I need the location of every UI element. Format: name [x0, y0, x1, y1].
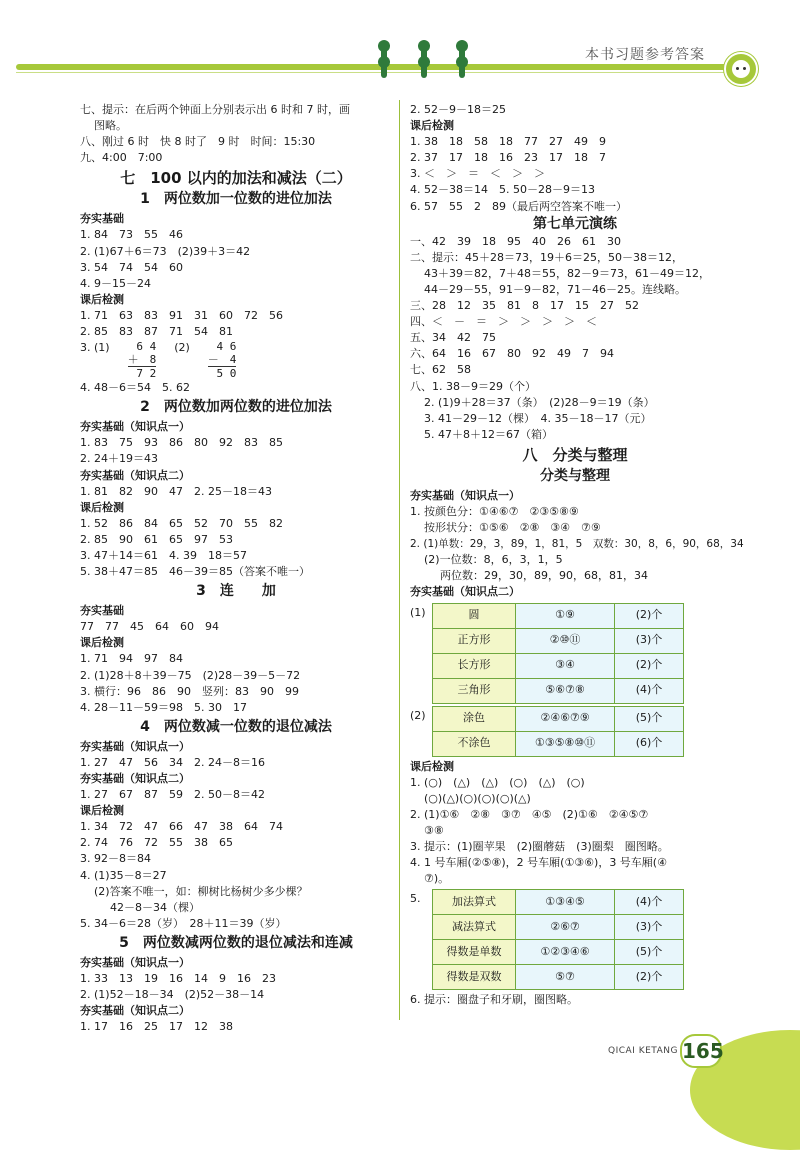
answer-line: (2)一位数：8，6，3，1，5 [424, 553, 563, 567]
category-cell: 涂色 [433, 706, 516, 731]
shape-count-table [432, 603, 684, 704]
calc-operand: ＋ 8 [127, 353, 157, 367]
table-row [433, 603, 684, 628]
answer-line: 1. 33 13 19 16 14 9 16 23 [80, 972, 276, 986]
section-title: 分类与整理 [540, 467, 610, 484]
header-title: 本书习题参考答案 [585, 47, 705, 63]
count-cell: (2)个 [615, 965, 684, 990]
sub-label: 课后检测 [80, 804, 124, 818]
classification-table-3 [410, 889, 740, 990]
answer-line: ③⑧ [424, 823, 444, 837]
answer-line: 1. 按颜色分：①④⑥⑦ ②③⑤⑧⑨ [410, 504, 579, 518]
items-cell: ②⑥⑦ [516, 915, 615, 940]
answer-line: 3. 横行：96 86 90 竖列：83 90 99 [80, 684, 299, 698]
answer-line: 1. 81 82 90 47 2. 25－18＝43 [80, 484, 272, 498]
vertical-calc [128, 340, 157, 380]
answer-line: 4. (1)35－8＝27 [80, 868, 167, 882]
answer-line: 四、＜ － ＝ ＞ ＞ ＞ ＞ ＜ [410, 315, 597, 329]
left-column [80, 102, 392, 1035]
section-title: 1 两位数加一位数的进位加法 [140, 191, 332, 208]
count-cell: (4)个 [615, 678, 684, 703]
category-cell: 三角形 [433, 678, 516, 703]
sub-label: 夯实基础（知识点二） [410, 585, 520, 599]
answer-line: 6. 57 55 2 89（最后两空答案不唯一） [410, 199, 627, 213]
table-row [433, 890, 684, 915]
table-row [433, 965, 684, 990]
table-tag: (1) [410, 605, 426, 619]
sub-label: 夯实基础（知识点一） [80, 420, 190, 434]
answer-line: 1. 71 94 97 84 [80, 652, 183, 666]
binder-ring-icon [421, 46, 427, 78]
answer-line: 3. (1) [80, 341, 110, 355]
answer-line: 1. 83 75 93 86 80 92 83 85 [80, 436, 283, 450]
category-cell: 正方形 [433, 628, 516, 653]
section-title: 2 两位数加两位数的进位加法 [140, 399, 332, 416]
answer-line: 二、提示：45＋28＝73，19＋6＝25，50－38＝12， [410, 250, 683, 264]
answer-line: 2. (1)67＋6＝73 (2)39＋3＝42 [80, 244, 251, 258]
table-row [433, 915, 684, 940]
sub-label: 夯实基础（知识点一） [80, 739, 190, 753]
binder-ring-icon [459, 46, 465, 78]
answer-line: 八、刚过 6 时 快 8 时了 9 时 时间：15:30 [80, 135, 316, 149]
count-cell: (5)个 [615, 706, 684, 731]
items-cell: ⑤⑥⑦⑧ [516, 678, 615, 703]
color-count-table [432, 706, 684, 757]
section-title: 3 连 加 [196, 583, 276, 600]
category-cell: 得数是单数 [433, 940, 516, 965]
answer-line: 1. (○) (△) (△) (○) (△) (○) [410, 775, 585, 789]
answer-line: 五、34 42 75 [410, 331, 496, 345]
items-cell: ①⑨ [516, 603, 615, 628]
answer-line: 2. (1)9＋28＝37（条） (2)28－9＝19（条） [424, 395, 655, 409]
category-cell: 加法算式 [433, 890, 516, 915]
sub-label: 夯实基础 [80, 212, 124, 226]
answer-line: 6. 提示：圈盘子和牙刷，圈图略。 [410, 993, 578, 1007]
answer-line: 3. 41－29－12（棵） 4. 35－18－17（元） [424, 411, 652, 425]
table-row [433, 678, 684, 703]
category-cell: 减法算式 [433, 915, 516, 940]
right-column [410, 102, 744, 1008]
answer-line: 4. 52－38＝14 5. 50－28－9＝13 [410, 183, 595, 197]
mascot-icon [724, 52, 758, 86]
sub-label: 夯实基础（知识点二） [80, 468, 190, 482]
formula-count-table [432, 889, 684, 990]
answer-line: 3. ＜ ＞ ＝ ＜ ＞ ＞ [410, 167, 545, 181]
answer-line: 3. 92－8＝84 [80, 852, 151, 866]
sub-label: 课后检测 [80, 292, 124, 306]
answer-line: 77 77 45 64 60 94 [80, 620, 219, 634]
classification-table-2 [410, 706, 740, 757]
items-cell: ①③④⑤ [516, 890, 615, 915]
answer-line: 4. 1 号车厢(②⑤⑧)，2 号车厢(①③⑥)，3 号车厢(④ [410, 856, 667, 870]
answer-line: 1. 52 86 84 65 52 70 55 82 [80, 516, 283, 530]
answer-line: 4. 48－6＝54 5. 62 [80, 381, 190, 395]
table-row [433, 940, 684, 965]
answer-line: ⑦)。 [424, 872, 450, 886]
answer-line: 图略。 [94, 119, 127, 133]
calc-operand: － 4 [207, 353, 237, 367]
answer-line: 七、62 58 [410, 363, 471, 377]
answer-line: 三、28 12 35 81 8 17 15 27 52 [410, 299, 639, 313]
count-cell: (6)个 [615, 731, 684, 756]
page-number: 165 [680, 1034, 722, 1068]
answer-line: 一、42 39 18 95 40 26 61 30 [410, 234, 621, 248]
section-title: 4 两位数减一位数的退位减法 [140, 718, 332, 735]
sub-label: 课后检测 [410, 119, 454, 133]
answer-line: 44－29－55，91－9－82，71－46－25。连线略。 [424, 282, 686, 296]
answer-line: 5. 47＋8＋12＝67（箱） [424, 427, 553, 441]
answer-line: 1. 27 67 87 59 2. 50－8＝42 [80, 788, 265, 802]
answer-line: 1. 27 47 56 34 2. 24－8＝16 [80, 755, 265, 769]
vertical-calc-row [80, 340, 392, 380]
answer-line: 2. (1)52－18－34 (2)52－38－14 [80, 988, 265, 1002]
sub-label: 夯实基础 [80, 604, 124, 618]
table-row [433, 653, 684, 678]
category-cell: 不涂色 [433, 731, 516, 756]
calc-operand: 6 4 [136, 340, 157, 354]
items-cell: ③④ [516, 653, 615, 678]
answer-line: 2. 85 83 87 71 54 81 [80, 325, 233, 339]
section-title: 5 两位数减两位数的退位减法和连减 [119, 934, 353, 951]
unit-title: 第七单元演练 [533, 215, 617, 232]
answer-line: 4. 28－11－59＝98 5. 30 17 [80, 700, 247, 714]
answer-line: (2) [174, 341, 190, 355]
answer-line: 七、提示：在后两个钟面上分别表示出 6 时和 7 时，画 [80, 103, 350, 116]
count-cell: (5)个 [615, 940, 684, 965]
sub-label: 夯实基础（知识点一） [80, 955, 190, 969]
footer-brand: QICAI KETANG [608, 1046, 678, 1056]
chapter-title: 八 分类与整理 [522, 445, 628, 464]
answer-line: 3. 54 74 54 60 [80, 260, 183, 274]
answer-line: 两位数：29，30，89，90，68，81，34 [440, 569, 648, 583]
items-cell: ②⑩⑪ [516, 628, 615, 653]
items-cell: ⑤⑦ [516, 965, 615, 990]
answer-line: 2. 74 76 72 55 38 65 [80, 836, 233, 850]
answer-line: 2. 85 90 61 65 97 53 [80, 532, 233, 546]
table-tag: 5. [410, 892, 421, 906]
answer-line: 2. 37 17 18 16 23 17 18 7 [410, 151, 606, 165]
count-cell: (2)个 [615, 653, 684, 678]
answer-line: 1. 34 72 47 66 47 38 64 74 [80, 820, 283, 834]
sub-label: 课后检测 [80, 500, 124, 514]
count-cell: (3)个 [615, 915, 684, 940]
column-divider [399, 100, 400, 1020]
count-cell: (4)个 [615, 890, 684, 915]
answer-line: 2. 24＋19＝43 [80, 452, 158, 466]
answer-line: 3. 47＋14＝61 4. 39 18＝57 [80, 548, 247, 562]
sub-label: 课后检测 [80, 636, 124, 650]
category-cell: 长方形 [433, 653, 516, 678]
answer-line: (○)(△)(○)(○)(○)(△) [424, 791, 531, 805]
sub-label: 夯实基础（知识点一） [410, 488, 520, 502]
count-cell: (3)个 [615, 628, 684, 653]
answer-line: 2. (1)28＋8＋39－75 (2)28－39－5－72 [80, 668, 301, 682]
sub-label: 夯实基础（知识点二） [80, 772, 190, 785]
classification-table-1 [410, 603, 740, 704]
answer-line: 5. 38＋47＝85 46－39＝85（答案不唯一） [80, 565, 310, 579]
table-row [433, 731, 684, 756]
answer-line: 1. 17 16 25 17 12 38 [80, 1020, 233, 1034]
vertical-calc [208, 340, 237, 380]
answer-line: 六、64 16 67 80 92 49 7 94 [410, 347, 614, 361]
answer-line: 2. (1)单数：29，3，89，1，81，5 双数：30，8，6，90，68，34 [410, 538, 744, 551]
answer-line: 4. 9－15－24 [80, 276, 151, 290]
answer-line: (2)答案不唯一，如：柳树比杨树少多少棵？ [94, 884, 308, 898]
category-cell: 得数是双数 [433, 965, 516, 990]
answer-line: 43＋39＝82，7＋48＝55，82－9＝73，61－49＝12， [424, 266, 710, 280]
sub-label: 课后检测 [410, 759, 454, 773]
category-cell: 圆 [433, 603, 516, 628]
calc-operand: 4 6 [216, 340, 237, 354]
items-cell: ①②③④⑥ [516, 940, 615, 965]
count-cell: (2)个 [615, 603, 684, 628]
table-tag: (2) [410, 708, 426, 722]
table-row [433, 628, 684, 653]
answer-line: 按形状分：①⑤⑥ ②⑧ ③④ ⑦⑨ [424, 521, 601, 535]
table-row [433, 706, 684, 731]
items-cell: ①③⑤⑧⑩⑪ [516, 731, 615, 756]
answer-line: 5. 34－6＝28（岁） 28＋11＝39（岁） [80, 916, 287, 930]
binder-ring-icon [381, 46, 387, 78]
items-cell: ②④⑥⑦⑨ [516, 706, 615, 731]
chapter-title: 七 100 以内的加法和减法（二） [120, 169, 352, 188]
answer-line: 1. 84 73 55 46 [80, 228, 183, 242]
answer-line: 3. 提示：(1)圈苹果 (2)圈蘑菇 (3)圈梨 圈图略。 [410, 840, 669, 853]
answer-line: 八、1. 38－9＝29（个） [410, 379, 536, 393]
answer-line: 1. 38 18 58 18 77 27 49 9 [410, 135, 606, 149]
answer-line: 2. 52－9－18＝25 [410, 103, 506, 116]
answer-line: 九、4:00 7:00 [80, 151, 163, 165]
answer-line: 1. 71 63 83 91 31 60 72 56 [80, 308, 283, 322]
calc-result: 7 2 [128, 366, 157, 380]
calc-result: 5 0 [208, 366, 237, 380]
answer-line: 2. (1)①⑥ ②⑧ ③⑦ ④⑤ (2)①⑥ ②④⑤⑦ [410, 807, 649, 821]
answer-line: 42－8－34（棵） [110, 900, 200, 914]
sub-label: 夯实基础（知识点二） [80, 1004, 190, 1018]
